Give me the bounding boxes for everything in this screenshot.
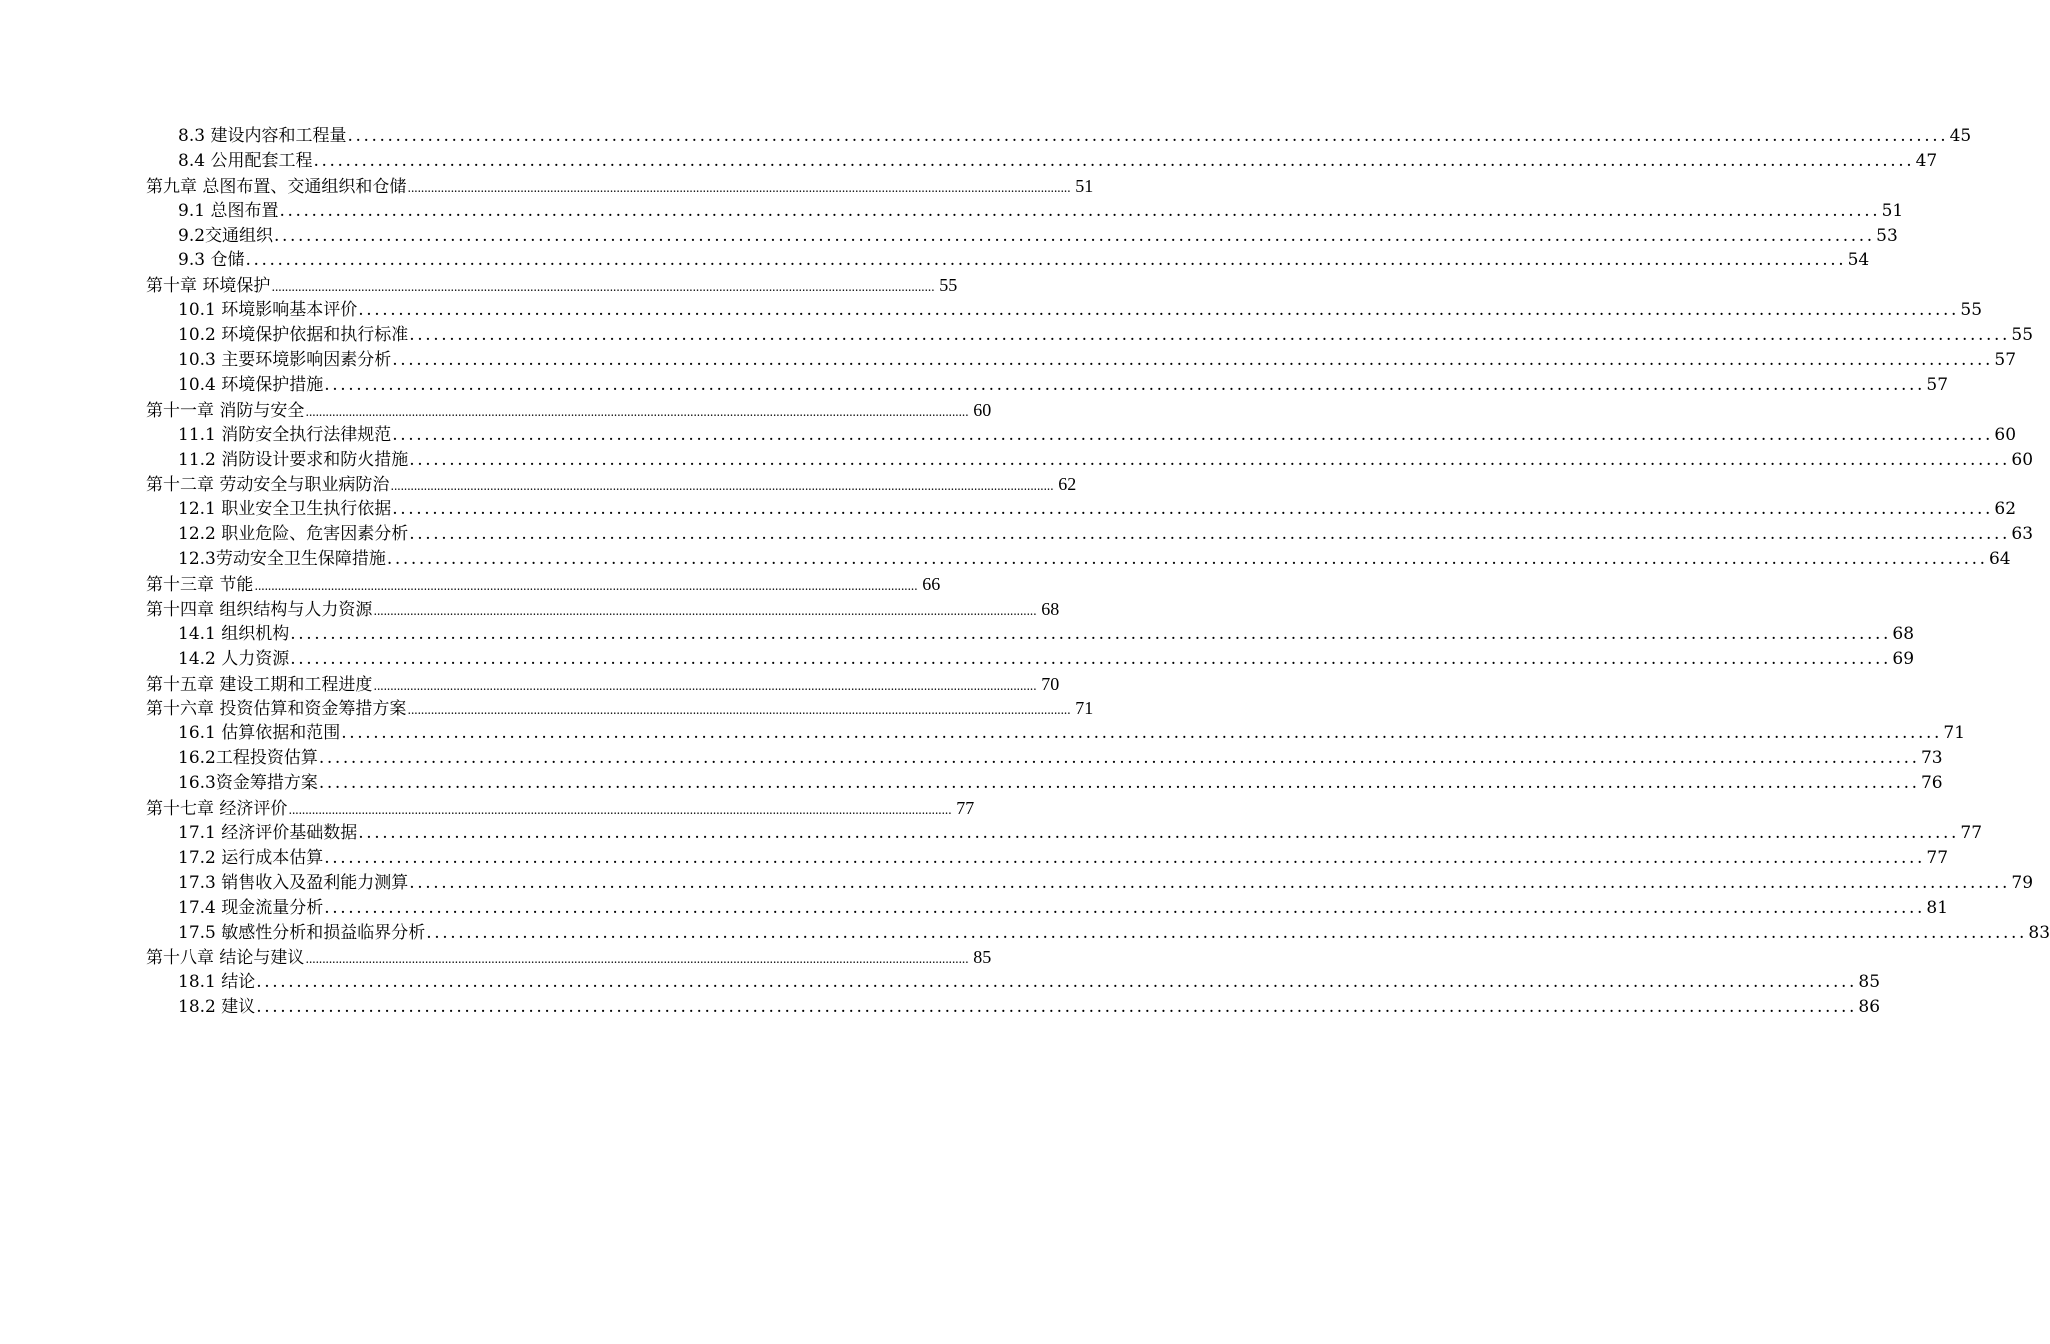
toc-leader-dots: ........................................................................................................................................................................................................ — [305, 404, 969, 419]
toc-leader-dots: ........................................................................................................................................................................................................ — [409, 872, 2011, 893]
toc-section-entry[interactable] — [146, 497, 2017, 522]
toc-entry-page-number: 57 — [1926, 374, 1949, 395]
toc-leader-dots: ........................................................................................................................................................................................................ — [288, 803, 952, 818]
toc-entry-page-number: 73 — [1920, 748, 1943, 769]
toc-leader-dots: ........................................................................................................................................................................................................ — [392, 350, 1994, 371]
toc-entry-title: 14.2 人力资源 — [178, 648, 290, 669]
toc-section-entry[interactable] — [146, 647, 1915, 672]
toc-entry-page-number: 81 — [1926, 897, 1949, 918]
toc-entry-title: 17.3 销售收入及盈利能力测算 — [178, 872, 409, 893]
toc-chapter-entry[interactable] — [146, 696, 1094, 721]
toc-entry-title: 17.1 经济评价基础数据 — [178, 822, 358, 843]
toc-leader-dots: ........................................................................................................................................................................................................ — [313, 150, 1915, 171]
toc-section-entry[interactable] — [146, 423, 2017, 448]
toc-entry-title: 第十八章 结论与建议 — [146, 948, 305, 969]
toc-entry-page-number: 77 — [956, 798, 975, 819]
toc-entry-title: 18.2 建议 — [178, 997, 256, 1018]
toc-entry-title: 第十二章 劳动安全与职业病防治 — [146, 475, 390, 496]
toc-entry-page-number: 51 — [1075, 175, 1094, 196]
toc-entry-page-number: 51 — [1881, 200, 1904, 221]
toc-leader-dots: ........................................................................................................................................................................................................ — [358, 300, 1960, 321]
toc-leader-dots: ........................................................................................................................................................................................................ — [324, 897, 1926, 918]
toc-leader-dots: ........................................................................................................................................................................................................ — [409, 524, 2011, 545]
toc-section-entry[interactable] — [146, 995, 1881, 1020]
toc-leader-dots: ........................................................................................................................................................................................................ — [409, 325, 2011, 346]
toc-entry-page-number: 60 — [973, 399, 992, 420]
toc-chapter-entry[interactable] — [146, 672, 1060, 697]
toc-entry-page-number: 64 — [1988, 549, 2011, 570]
toc-section-entry[interactable] — [146, 771, 1943, 796]
toc-section-entry[interactable] — [146, 921, 2050, 946]
toc-section-entry[interactable] — [146, 348, 2017, 373]
toc-chapter-entry[interactable] — [146, 572, 941, 597]
toc-section-entry[interactable] — [146, 298, 1983, 323]
toc-leader-dots: ........................................................................................................................................................................................................ — [392, 499, 1994, 520]
toc-entry-title: 10.4 环境保护措施 — [178, 374, 324, 395]
toc-entry-title: 12.3劳动安全卫生保障措施 — [178, 549, 386, 570]
toc-entry-title: 12.2 职业危险、危害因素分析 — [178, 524, 409, 545]
toc-leader-dots: ........................................................................................................................................................................................................ — [407, 180, 1071, 195]
toc-entry-page-number: 70 — [1041, 673, 1060, 694]
toc-entry-page-number: 62 — [1058, 474, 1077, 495]
toc-leader-dots: ........................................................................................................................................................................................................ — [358, 822, 1960, 843]
toc-entry-title: 第十四章 组织结构与人力资源 — [146, 599, 373, 620]
toc-chapter-entry[interactable] — [146, 174, 1094, 199]
toc-entry-title: 12.1 职业安全卫生执行依据 — [178, 499, 392, 520]
toc-leader-dots: ........................................................................................................................................................................................................ — [324, 374, 1926, 395]
toc-entry-title: 第十一章 消防与安全 — [146, 400, 305, 421]
toc-entry-page-number: 77 — [1960, 822, 1983, 843]
toc-leader-dots: ........................................................................................................................................................................................................ — [318, 773, 1920, 794]
toc-leader-dots: ........................................................................................................................................................................................................ — [271, 280, 935, 295]
toc-entry-title: 第九章 总图布置、交通组织和仓储 — [146, 176, 407, 197]
toc-chapter-entry[interactable] — [146, 398, 992, 423]
toc-entry-title: 第十五章 建设工期和工程进度 — [146, 674, 373, 695]
toc-entry-title: 9.2交通组织 — [178, 225, 274, 246]
toc-leader-dots: ........................................................................................................................................................................................................ — [256, 997, 1858, 1018]
toc-section-entry[interactable] — [146, 373, 1949, 398]
toc-entry-page-number: 83 — [2028, 922, 2050, 943]
toc-entry-page-number: 66 — [922, 574, 941, 595]
toc-entry-page-number: 76 — [1920, 773, 1943, 794]
toc-entry-title: 9.1 总图布置 — [178, 200, 279, 221]
toc-section-entry[interactable] — [146, 323, 2034, 348]
toc-entry-page-number: 71 — [1943, 723, 1966, 744]
toc-section-entry[interactable] — [146, 248, 1870, 273]
toc-section-entry[interactable] — [146, 547, 2011, 572]
toc-entry-title: 10.3 主要环境影响因素分析 — [178, 350, 392, 371]
toc-entry-title: 11.1 消防安全执行法律规范 — [178, 424, 392, 445]
toc-entry-page-number: 55 — [2011, 325, 2034, 346]
toc-entry-page-number: 77 — [1926, 847, 1949, 868]
toc-section-entry[interactable] — [146, 896, 1949, 921]
toc-entry-title: 第十七章 经济评价 — [146, 799, 288, 820]
toc-leader-dots: ........................................................................................................................................................................................................ — [386, 549, 1988, 570]
toc-entry-title: 9.3 仓储 — [178, 250, 245, 271]
toc-section-entry[interactable] — [146, 721, 1966, 746]
toc-chapter-entry[interactable] — [146, 273, 958, 298]
toc-leader-dots: ........................................................................................................................................................................................................ — [290, 623, 1892, 644]
toc-entry-title: 17.5 敏感性分析和损益临界分析 — [178, 922, 426, 943]
toc-entry-title: 17.2 运行成本估算 — [178, 847, 324, 868]
toc-entry-page-number: 71 — [1075, 698, 1094, 719]
toc-entry-page-number: 60 — [2011, 449, 2034, 470]
toc-leader-dots: ........................................................................................................................................................................................................ — [305, 952, 969, 967]
table-of-contents — [146, 124, 2050, 1020]
toc-chapter-entry[interactable] — [146, 796, 975, 821]
toc-leader-dots: ........................................................................................................................................................................................................ — [318, 748, 1920, 769]
toc-section-entry[interactable] — [146, 149, 1938, 174]
toc-entry-page-number: 68 — [1892, 623, 1915, 644]
toc-section-entry[interactable] — [146, 846, 1949, 871]
toc-section-entry[interactable] — [146, 746, 1943, 771]
toc-entry-page-number: 47 — [1915, 150, 1938, 171]
toc-entry-title: 18.1 结论 — [178, 972, 256, 993]
toc-entry-page-number: 62 — [1994, 499, 2017, 520]
toc-entry-page-number: 86 — [1858, 997, 1881, 1018]
toc-section-entry[interactable] — [146, 871, 2034, 896]
toc-section-entry[interactable] — [146, 199, 1904, 224]
toc-chapter-entry[interactable] — [146, 472, 1077, 497]
toc-leader-dots: ........................................................................................................................................................................................................ — [373, 603, 1037, 618]
toc-entry-title: 16.3资金筹措方案 — [178, 773, 318, 794]
toc-leader-dots: ........................................................................................................................................................................................................ — [324, 847, 1926, 868]
toc-leader-dots: ........................................................................................................................................................................................................ — [254, 579, 918, 594]
toc-entry-page-number: 63 — [2011, 524, 2034, 545]
toc-entry-title: 14.1 组织机构 — [178, 623, 290, 644]
toc-leader-dots: ........................................................................................................................................................................................................ — [392, 424, 1994, 445]
toc-entry-title: 第十六章 投资估算和资金筹措方案 — [146, 699, 407, 720]
toc-entry-page-number: 54 — [1847, 250, 1870, 271]
toc-leader-dots: ........................................................................................................................................................................................................ — [341, 723, 1943, 744]
toc-entry-page-number: 60 — [1994, 424, 2017, 445]
toc-entry-page-number: 85 — [1858, 972, 1881, 993]
toc-section-entry[interactable] — [146, 224, 1898, 249]
toc-section-entry[interactable] — [146, 970, 1881, 995]
toc-leader-dots: ........................................................................................................................................................................................................ — [256, 972, 1858, 993]
toc-entry-title: 10.2 环境保护依据和执行标准 — [178, 325, 409, 346]
toc-leader-dots: ........................................................................................................................................................................................................ — [290, 648, 1892, 669]
toc-entry-title: 16.1 估算依据和范围 — [178, 723, 341, 744]
toc-entry-title: 17.4 现金流量分析 — [178, 897, 324, 918]
toc-section-entry[interactable] — [146, 522, 2034, 547]
toc-entry-title: 10.1 环境影响基本评价 — [178, 300, 358, 321]
toc-leader-dots: ........................................................................................................................................................................................................ — [279, 200, 1881, 221]
toc-entry-title: 16.2工程投资估算 — [178, 748, 318, 769]
toc-section-entry[interactable] — [146, 821, 1983, 846]
toc-section-entry[interactable] — [146, 622, 1915, 647]
toc-entry-page-number: 79 — [2011, 872, 2034, 893]
toc-leader-dots: ........................................................................................................................................................................................................ — [373, 678, 1037, 693]
toc-leader-dots: ........................................................................................................................................................................................................ — [390, 479, 1054, 494]
toc-leader-dots: ........................................................................................................................................................................................................ — [347, 126, 1949, 146]
toc-entry-title: 8.4 公用配套工程 — [178, 150, 313, 171]
toc-entry-page-number: 57 — [1994, 350, 2017, 371]
toc-entry-title: 8.3 建设内容和工程量 — [178, 126, 347, 146]
toc-leader-dots: ........................................................................................................................................................................................................ — [274, 225, 1875, 246]
toc-leader-dots: ........................................................................................................................................................................................................ — [409, 449, 2011, 470]
toc-entry-title: 11.2 消防设计要求和防火措施 — [178, 449, 409, 470]
toc-entry-page-number: 68 — [1041, 598, 1060, 619]
toc-entry-page-number: 55 — [1960, 300, 1983, 321]
toc-section-entry[interactable] — [146, 124, 1972, 149]
toc-entry-page-number: 55 — [939, 275, 958, 296]
toc-entry-page-number: 69 — [1892, 648, 1915, 669]
toc-entry-page-number: 85 — [973, 947, 992, 968]
toc-leader-dots: ........................................................................................................................................................................................................ — [407, 703, 1071, 718]
toc-entry-title: 第十章 环境保护 — [146, 276, 271, 297]
toc-entry-page-number: 53 — [1876, 225, 1898, 246]
toc-section-entry[interactable] — [146, 448, 2034, 473]
toc-chapter-entry[interactable] — [146, 945, 992, 970]
toc-entry-page-number: 45 — [1949, 126, 1972, 146]
toc-chapter-entry[interactable] — [146, 597, 1060, 622]
toc-leader-dots: ........................................................................................................................................................................................................ — [245, 250, 1847, 271]
toc-entry-title: 第十三章 节能 — [146, 575, 254, 596]
toc-leader-dots: ........................................................................................................................................................................................................ — [426, 922, 2028, 943]
